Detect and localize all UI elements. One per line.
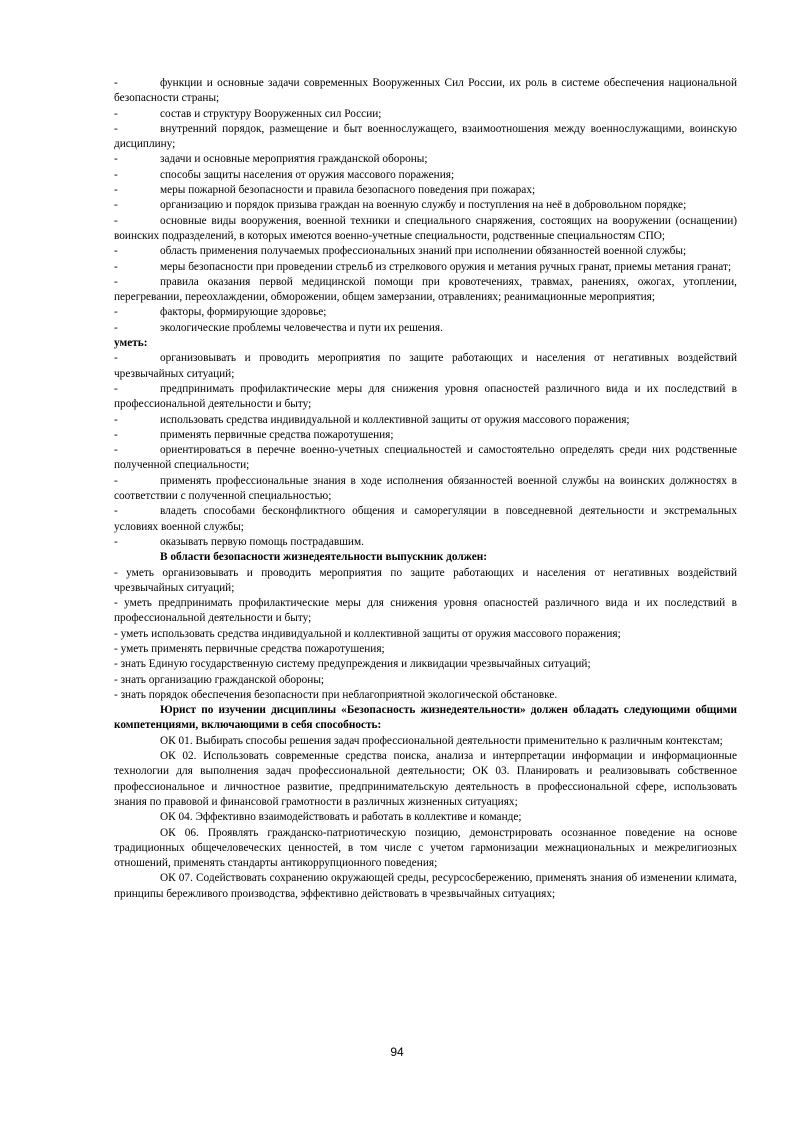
list-item-text: использовать средства индивидуальной и коллективной защиты от оружия массового поражения; [160,413,630,426]
graduate-item: - знать порядок обеспечения безопасности при неблагоприятной экологической обстановке. [114,688,558,701]
list-item-text: внутренний порядок, размещение и быт военнослужащего, взаимоотношения между военнослужащими, воинскую дисциплину; [114,122,737,151]
list-item-text: задачи и основные мероприятия гражданской обороны; [160,153,428,166]
know-item [114,321,737,336]
know-item [114,275,737,306]
page-number: 94 [390,1045,404,1059]
know-item [114,152,737,167]
list-item-text: правила оказания первой медицинской помощи при кровотечениях, травмах, ранениях, ожогах, утоплении, перегревании, переохлаждении, обморожении, общем замерзании, отравлениях; реанимационные мероприятия; [114,275,737,304]
list-dash: - [114,352,118,365]
list-dash: - [114,428,118,441]
list-item-text: состав и структуру Вооруженных сил России; [160,107,382,120]
graduate-item: - уметь применять первичные средства пожаротушения; [114,642,385,655]
skill-item [114,382,737,413]
list-dash: - [114,321,118,334]
list-dash: - [114,505,118,518]
list-dash: - [114,306,118,319]
know-item [114,107,737,122]
skill-item [114,535,737,550]
list-dash: - [114,474,118,487]
competence-item: ОК 02. Использовать современные средства поиска, анализа и интерпретации информации и информационные технологии для выполнения задач профессиональной деятельности; ОК 03. Планировать и реализовывать собственное профессиональное и личностное развитие, предпринимательскую деятельность в профессиональной сфере, использовать знания по правовой и финансовой грамотности в различных жизненных ситуациях; [114,750,737,808]
list-dash: - [114,214,118,227]
know-item [114,183,737,198]
know-item [114,76,737,107]
list-dash: - [114,199,118,212]
list-dash: - [114,245,118,258]
graduate-item: - уметь предпринимать профилактические меры для снижения уровня опасностей различного вида и их последствий в профессиональной деятельности и быту; [114,597,737,625]
graduate-item: - уметь организовывать и проводить мероприятия по защите работающих и населения от негативных воздействий чрезвычайных ситуаций; [114,566,737,594]
list-item-text: меры безопасности при проведении стрельб из стрелкового оружия и метания ручных гранат, приемы метания гранат; [160,260,732,273]
know-item [114,305,737,320]
skill-item [114,443,737,474]
list-dash: - [114,107,118,120]
list-item-text: функции и основные задачи современных Вооруженных Сил России, их роль в системе обеспечения национальной безопасности страны; [114,77,737,105]
competence-item: ОК 07. Содействовать сохранению окружающей среды, ресурсосбережению, применять знания об изменении климата, принципы бережливого производства, эффективно действовать в чрезвычайных ситуациях; [114,872,737,900]
list-dash: - [114,413,118,426]
graduate-heading: В области безопасности жизнедеятельности выпускник должен: [160,551,487,564]
competence-item: ОК 04. Эффективно взаимодействовать и работать в коллективе и команде; [160,811,522,824]
know-item [114,122,737,153]
list-dash: - [114,153,118,166]
list-item-text: применять первичные средства пожаротушения; [160,428,394,441]
graduate-item: - уметь использовать средства индивидуальной и коллективной защиты от оружия массового поражения; [114,627,621,640]
skill-item [114,351,737,382]
list-item-text: ориентироваться в перечне военно-учетных специальностей и самостоятельно определять среди них родственные полученной специальности; [114,444,737,472]
know-item [114,168,737,183]
graduate-item: - знать организацию гражданской обороны; [114,673,325,686]
skill-list [114,351,737,550]
competence-item: ОК 01. Выбирать способы решения задач профессиональной деятельности применительно к различным контекстам; [160,734,723,747]
graduate-item: - знать Единую государственную систему предупреждения и ликвидации чрезвычайных ситуаций; [114,658,591,671]
list-item-text: владеть способами бесконфликтного общения и саморегуляции в повседневной деятельности и экстремальных условиях военной службы; [114,505,737,533]
graduate-list [114,566,737,704]
know-item [114,244,737,259]
know-list [114,76,737,336]
list-item-text: применять профессиональные знания в ходе исполнения обязанностей военной службы на воинских должностях в соответствии с полученной специальностью; [114,474,737,503]
competence-item: ОК 06. Проявлять гражданско-патриотическую позицию, демонстрировать осознанное поведение на основе традиционных общечеловеческих ценностей, в том числе с учетом гармонизации межнациональных и межрелигиозных отношений, применять стандарты антикоррупционного поведения; [114,826,737,870]
list-dash: - [114,535,118,548]
list-item-text: способы защиты населения от оружия массового поражения; [160,168,455,181]
list-item-text: факторы, формирующие здоровье; [160,306,327,319]
list-item-text: оказывать первую помощь пострадавшим. [160,535,364,548]
list-dash: - [114,168,118,181]
list-item-text: экологические проблемы человечества и пути их решения. [160,321,443,334]
skill-item [114,504,737,535]
document-page [114,76,737,902]
skill-item [114,474,737,505]
competence-list [114,734,737,902]
list-dash: - [114,77,118,89]
list-item-text: организовывать и проводить мероприятия по защите работающих и населения от негативных воздействий чрезвычайных ситуаций; [114,352,737,380]
know-item [114,260,737,275]
skill-item [114,428,737,443]
list-dash: - [114,275,118,288]
list-dash: - [114,382,118,395]
list-item-text: меры пожарной безопасности и правила безопасного поведения при пожарах; [160,184,536,197]
know-item [114,198,737,213]
skill-item [114,413,737,428]
list-dash: - [114,260,118,273]
list-item-text: область применения получаемых профессиональных знаний при исполнении обязанностей военной службы; [160,245,687,258]
know-item [114,214,737,245]
list-item-text: организацию и порядок призыва граждан на военную службу и поступления на неё в добровольном порядке; [160,199,687,212]
list-dash: - [114,122,118,135]
list-item-text: предпринимать профилактические меры для снижения уровня опасностей различного вида и их последствий в профессиональной деятельности и быту; [114,382,737,411]
list-dash: - [114,444,118,457]
umet-heading: уметь: [114,337,148,350]
list-item-text: основные виды вооружения, военной техники и специального снаряжения, состоящих на вооружении (оснащении) воинских подразделений, в которых имеются военно-учетные специальности, родственные специальностям СПО; [114,214,737,242]
competence-heading: Юрист по изучении дисциплины «Безопасность жизнедеятельности» должен обладать следующими общими компетенциями, включающими в себя способность: [114,704,737,732]
list-dash: - [114,184,118,197]
